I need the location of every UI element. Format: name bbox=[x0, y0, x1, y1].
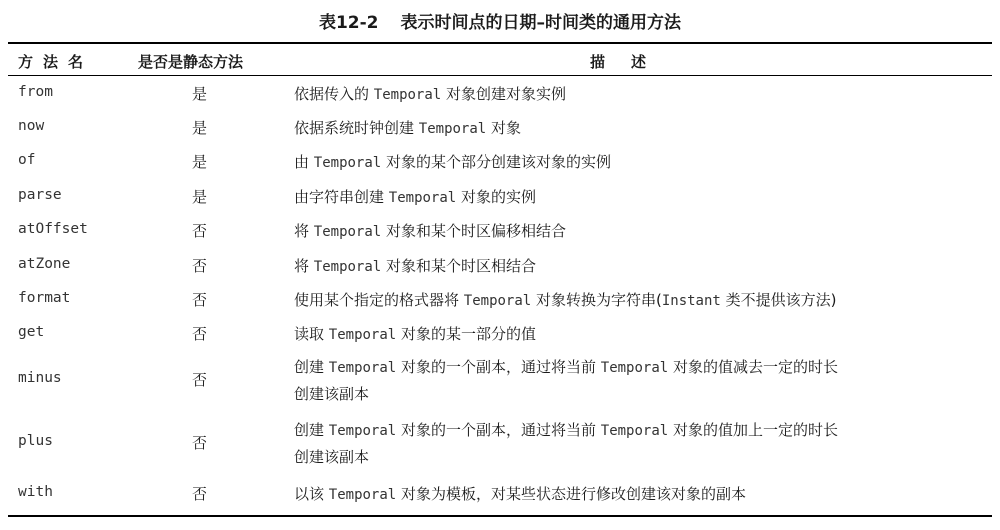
description-text: 对象的值减去一定的时长 bbox=[668, 358, 838, 376]
description-line bbox=[294, 287, 974, 314]
is-static-value: 否 bbox=[192, 222, 208, 240]
is-static-value: 否 bbox=[192, 371, 208, 389]
method-description bbox=[294, 149, 974, 176]
code-identifier: Temporal bbox=[328, 487, 397, 503]
is-static-value: 否 bbox=[192, 325, 208, 343]
is-static-value: 否 bbox=[192, 291, 208, 309]
description-text: 创建该副本 bbox=[294, 448, 370, 466]
column-header-static: 是否是静态方法 bbox=[138, 53, 244, 71]
method-description bbox=[294, 218, 974, 245]
method-name: plus bbox=[18, 433, 53, 449]
description-line bbox=[294, 444, 974, 470]
table-number: 表12-2 bbox=[318, 13, 379, 33]
code-identifier: Temporal bbox=[313, 155, 382, 171]
description-line bbox=[294, 481, 974, 508]
description-text: 类不提供该方法) bbox=[720, 291, 837, 309]
is-static-value: 否 bbox=[192, 434, 208, 452]
description-text: 以该 bbox=[294, 485, 329, 503]
description-line bbox=[294, 354, 974, 381]
method-name: now bbox=[18, 118, 45, 134]
description-line bbox=[294, 218, 974, 245]
is-static-value: 是 bbox=[192, 153, 208, 171]
description-text: 对象 bbox=[486, 119, 521, 137]
method-name: with bbox=[18, 484, 53, 500]
method-description bbox=[294, 321, 974, 348]
code-identifier: Temporal bbox=[313, 259, 382, 275]
description-text: 读取 bbox=[294, 325, 329, 343]
method-name: get bbox=[18, 324, 45, 340]
code-identifier: Temporal bbox=[463, 293, 532, 309]
description-text: 对象的实例 bbox=[456, 188, 536, 206]
code-identifier: Instant bbox=[661, 293, 721, 309]
description-text: 对象和某个时区相结合 bbox=[381, 257, 536, 275]
method-description bbox=[294, 253, 974, 280]
method-name: parse bbox=[18, 187, 62, 203]
description-text: 由字符串创建 bbox=[294, 188, 389, 206]
description-text: 对象的值加上一定的时长 bbox=[668, 421, 838, 439]
method-name: atZone bbox=[18, 256, 71, 272]
code-identifier: Temporal bbox=[328, 360, 397, 376]
table-title: 表示时间点的日期–时间类的通用方法 bbox=[400, 13, 682, 33]
table-caption bbox=[0, 8, 1000, 33]
table-top-rule bbox=[8, 42, 992, 44]
code-identifier: Temporal bbox=[600, 360, 669, 376]
description-text: 创建 bbox=[294, 421, 329, 439]
method-description bbox=[294, 417, 974, 470]
description-line bbox=[294, 417, 974, 444]
table-header-rule bbox=[8, 75, 992, 76]
table-bottom-rule bbox=[8, 515, 992, 517]
description-text: 创建该副本 bbox=[294, 385, 370, 403]
method-name: of bbox=[18, 152, 36, 168]
code-identifier: Temporal bbox=[313, 224, 382, 240]
description-line bbox=[294, 149, 974, 176]
description-text: 依据传入的 bbox=[294, 85, 374, 103]
description-text: 对象创建对象实例 bbox=[441, 85, 566, 103]
method-description bbox=[294, 184, 974, 211]
code-identifier: Temporal bbox=[418, 121, 487, 137]
is-static-value: 否 bbox=[192, 257, 208, 275]
method-name: from bbox=[18, 84, 53, 100]
method-name: format bbox=[18, 290, 71, 306]
method-description bbox=[294, 354, 974, 407]
description-text: 对象的某个部分创建该对象的实例 bbox=[381, 153, 611, 171]
description-line bbox=[294, 81, 974, 108]
code-identifier: Temporal bbox=[388, 190, 457, 206]
is-static-value: 是 bbox=[192, 119, 208, 137]
description-line bbox=[294, 115, 974, 142]
is-static-value: 是 bbox=[192, 188, 208, 206]
column-header-description: 描述 bbox=[590, 53, 673, 71]
description-text: 对象转换为字符串( bbox=[531, 291, 662, 309]
description-text: 由 bbox=[294, 153, 314, 171]
code-identifier: Temporal bbox=[328, 423, 397, 439]
description-text: 对象的一个副本，通过将当前 bbox=[396, 358, 601, 376]
description-text: 将 bbox=[294, 222, 314, 240]
code-identifier: Temporal bbox=[600, 423, 669, 439]
method-name: minus bbox=[18, 370, 62, 386]
description-text: 依据系统时钟创建 bbox=[294, 119, 419, 137]
method-description bbox=[294, 81, 974, 108]
code-identifier: Temporal bbox=[328, 327, 397, 343]
is-static-value: 是 bbox=[192, 85, 208, 103]
description-line bbox=[294, 381, 974, 407]
description-text: 对象的某一部分的值 bbox=[396, 325, 536, 343]
description-text: 使用某个指定的格式器将 bbox=[294, 291, 464, 309]
method-description bbox=[294, 287, 974, 314]
description-text: 对象的一个副本，通过将当前 bbox=[396, 421, 601, 439]
description-text: 将 bbox=[294, 257, 314, 275]
description-line bbox=[294, 253, 974, 280]
description-text: 创建 bbox=[294, 358, 329, 376]
code-identifier: Temporal bbox=[373, 87, 442, 103]
description-line bbox=[294, 184, 974, 211]
is-static-value: 否 bbox=[192, 485, 208, 503]
description-line bbox=[294, 321, 974, 348]
description-text: 对象和某个时区偏移相结合 bbox=[381, 222, 566, 240]
method-description bbox=[294, 481, 974, 508]
method-name: atOffset bbox=[18, 221, 88, 237]
description-text: 对象为模板，对某些状态进行修改创建该对象的副本 bbox=[396, 485, 746, 503]
column-header-name: 方法名 bbox=[18, 53, 94, 71]
method-description bbox=[294, 115, 974, 142]
